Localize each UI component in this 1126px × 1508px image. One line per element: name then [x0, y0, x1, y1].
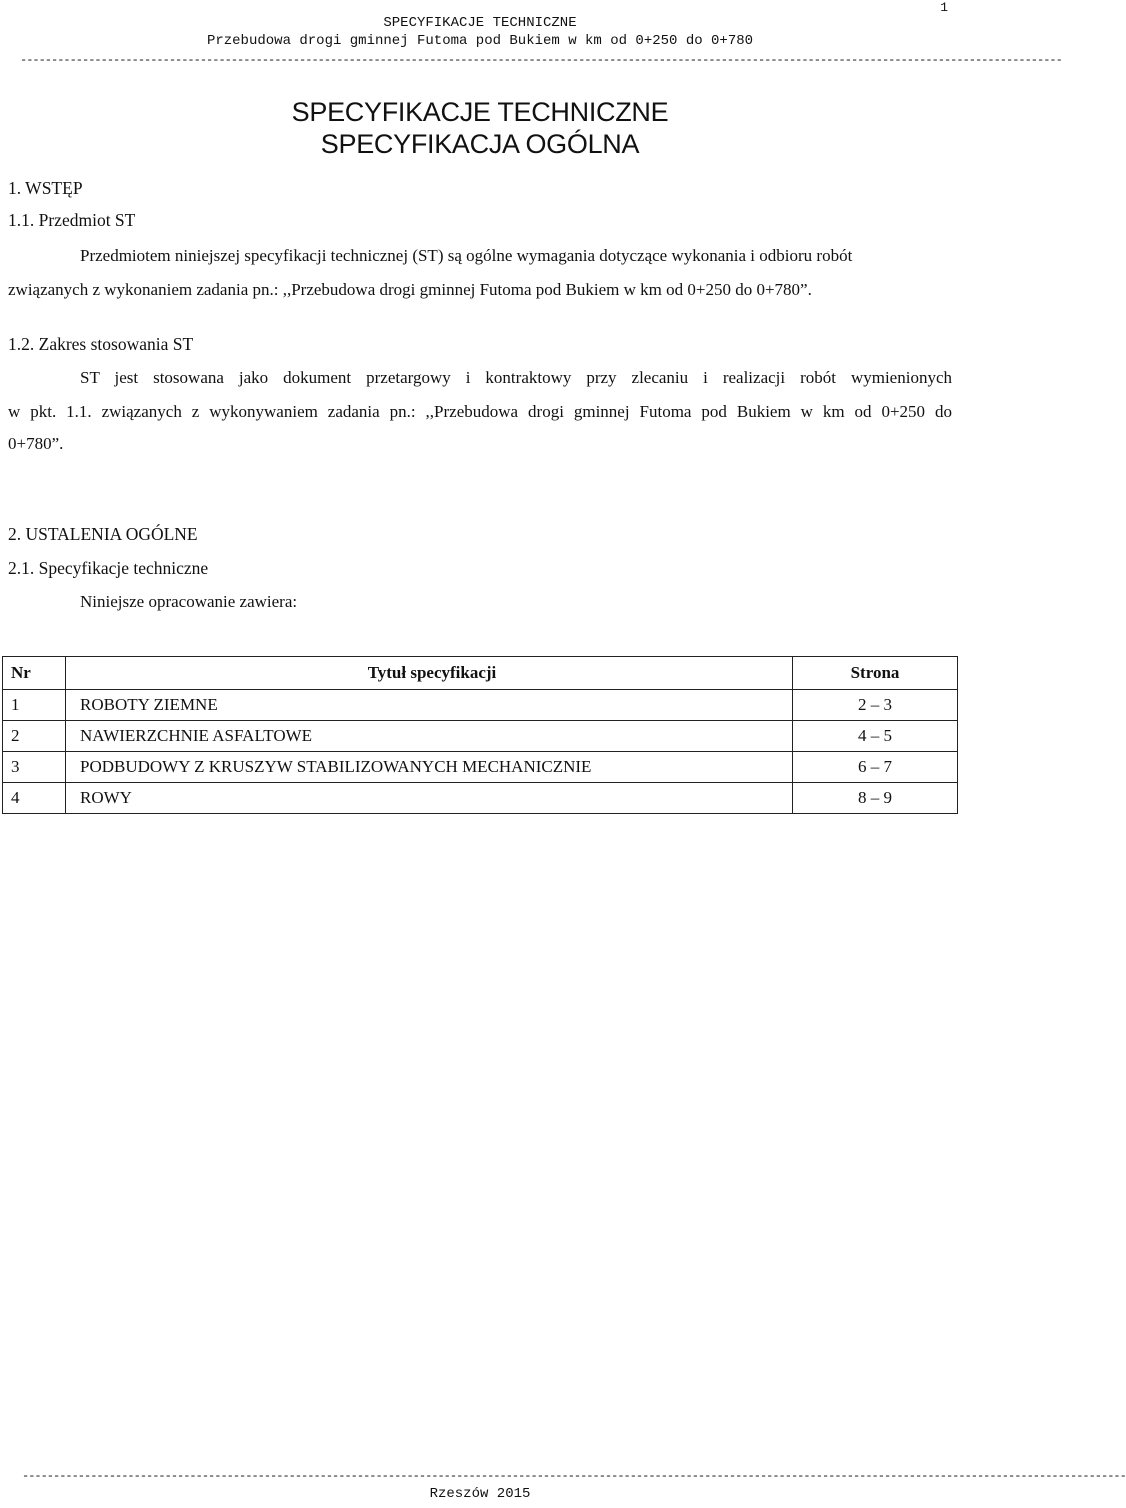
- section-1-1-heading: 1.1. Przedmiot ST: [8, 210, 136, 230]
- table-row: [3, 721, 958, 752]
- table-row: [3, 690, 958, 721]
- header-project: Przebudowa drogi gminnej Futoma pod Bukiem w km od 0+250 do 0+780: [206, 33, 754, 49]
- row-title: ROWY: [66, 783, 793, 814]
- row-title: PODBUDOWY Z KRUSZYW STABILIZOWANYCH MECHANICZNIE: [66, 752, 793, 783]
- footer-rule: ----------------------------------------------------------------------------------------------------------------------------------------------------------------------------------: [22, 1469, 1126, 1483]
- row-nr: 2: [3, 721, 66, 752]
- section-1-1-text-line1: Przedmiotem niniejszej specyfikacji technicznej (ST) są ogólne wymagania dotyczące wykonania i odbioru robót: [80, 246, 853, 265]
- section-1-2-heading: 1.2. Zakres stosowania ST: [8, 334, 194, 354]
- section-2-1-heading: 2.1. Specyfikacje techniczne: [8, 558, 209, 578]
- doc-title: SPECYFIKACJE TECHNICZNE: [291, 97, 669, 127]
- table-row: [3, 783, 958, 814]
- row-title: ROBOTY ZIEMNE: [66, 690, 793, 721]
- page-number: 1: [940, 0, 948, 15]
- row-pages: 2 – 3: [793, 690, 958, 721]
- section-2-heading: 2. USTALENIA OGÓLNE: [8, 524, 198, 544]
- section-1-2-text-line3: 0+780”.: [8, 434, 64, 453]
- doc-subtitle: SPECYFIKACJA OGÓLNA: [320, 129, 640, 159]
- section-1-2-text-line1: ST jest stosowana jako dokument przetargowy i kontraktowy przy zlecaniu i realizacji robót wymienionych: [80, 368, 952, 387]
- footer-location-year: Rzeszów 2015: [429, 1486, 531, 1502]
- row-nr: 4: [3, 783, 66, 814]
- row-nr: 1: [3, 690, 66, 721]
- specifications-table: [2, 656, 958, 814]
- header-rule: ------------------------------------------------------------------------------------------------------------------------------------------------------------------------: [20, 53, 1062, 67]
- row-pages: 6 – 7: [793, 752, 958, 783]
- section-2-1-intro: Niniejsze opracowanie zawiera:: [80, 592, 298, 611]
- row-pages: 8 – 9: [793, 783, 958, 814]
- section-1-1-text-line2: związanych z wykonaniem zadania pn.: ,,Przebudowa drogi gminnej Futoma pod Bukiem w km od 0+250 do 0+780”.: [8, 280, 812, 299]
- section-1-2-text-line2: w pkt. 1.1. związanych z wykonywaniem zadania pn.: ,,Przebudowa drogi gminnej Futoma pod Bukiem w km od 0+250 do: [8, 402, 952, 421]
- row-pages: 4 – 5: [793, 721, 958, 752]
- header-title: SPECYFIKACJE TECHNICZNE: [383, 15, 577, 31]
- column-header-page: Strona: [793, 657, 958, 690]
- column-header-title: Tytuł specyfikacji: [66, 657, 793, 690]
- table-row: [3, 752, 958, 783]
- section-1-heading: 1. WSTĘP: [8, 178, 83, 198]
- row-nr: 3: [3, 752, 66, 783]
- row-title: NAWIERZCHNIE ASFALTOWE: [66, 721, 793, 752]
- table-header-row: [3, 657, 958, 690]
- column-header-nr: Nr: [3, 657, 66, 690]
